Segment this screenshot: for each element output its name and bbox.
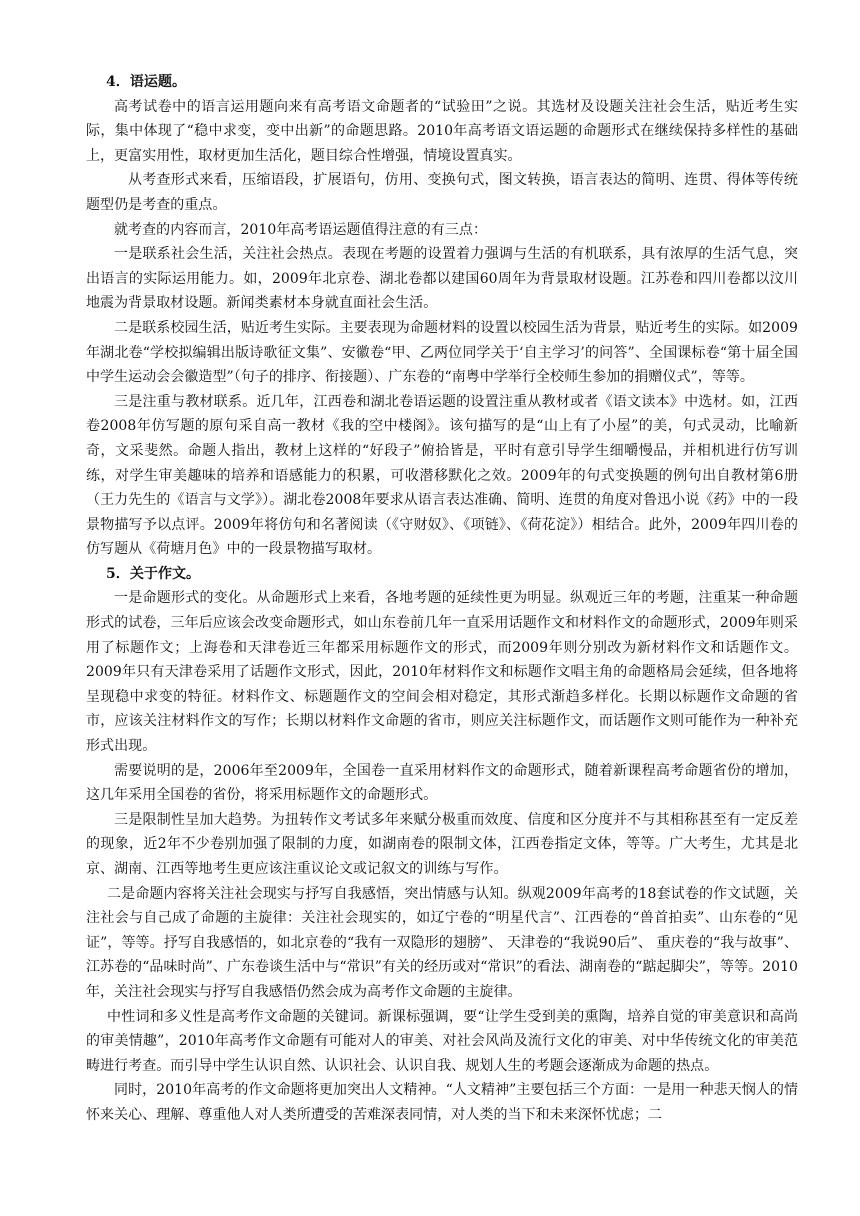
section-5-paragraph-1: 一是命题形式的变化。从命题形式上来看，各地考题的延续性更为明显。纵观近三年的考题，注重某一种命题形式的试卷，三年后应该会改变命题形式，如山东卷前几年一直采用话题作文和材料作文的命题形式，2009年则采用了标题作文；上海卷和天津卷近三年都采用标题作文的形式，而2009年则分别改为新材料作文和话题作文。2009年只有天津卷采用了话题作文形式，因此，2010年材料作文和标题作文唱主角的命题格局会延续，但各地将呈现稳中求变的特征。材料作文、标题题作文的空间会相对稳定，其形式渐趋多样化。长期以标题作文命题的省市，应该关注材料作文的写作；长期以材料作文命题的省市，则应关注标题作文，而话题作文则可能作为一种补充形式出现。: [86, 590, 798, 755]
section-4-paragraph-5: 二是联系校园生活，贴近考生实际。主要表现为命题材料的设置以校园生活为背景，贴近考生的实际。如2009年湖北卷“学校拟编辑出版诗歌征文集”、安徽卷“甲、乙两位同学关于‘自主学习’的问答”、全国课标卷“第十届全国中学生运动会会徽造型”（句子的排序、衔接题）、广东卷的“南粤中学举行全校师生参加的捐赠仪式”，等等。: [86, 319, 798, 386]
section-5-paragraph-6: 同时，2010年高考的作文命题将更加突出人文精神。“人文精神”主要包括三个方面：一是用一种悲天悯人的情怀来关心、理解、尊重他人对人类所遭受的苦难深表同情，对人类的当下和未来深怀忧虑；二: [86, 1082, 798, 1123]
section-5-paragraph-5: 中性词和多义性是高考作文命题的关键词。新课标强调，要“让学生受到美的熏陶，培养自觉的审美意识和高尚的审美情趣”，2010年高考作文命题有可能对人的审美、对社会风尚及流行文化的审美、对中华传统文化的审美范畴进行考查。而引导中学生认识自然、认识社会、认识自我、规划人生的考题会逐渐成为命题的热点。: [86, 1008, 798, 1074]
document-page: [86, 70, 798, 1128]
section-5-paragraph-3: 三是限制性呈加大趋势。为扭转作文考试多年来赋分极重而效度、信度和区分度并不与其相称甚至有一定反差的现象，近2年不少卷别加强了限制的力度，如湖南卷的限制文体，江西卷指定文体，等等。广大考生，尤其是北京、湖南、江西等地考生更应该注重议论文或记叙文的训练与写作。: [86, 811, 798, 877]
section-4-paragraph-3: 就考查的内容而言，2010年高考语运题值得注意的有三点：: [114, 221, 488, 238]
section-5-heading: 5．关于作文。: [106, 565, 201, 582]
section-4-paragraph-1: 高考试卷中的语言运用题向来有高考语文命题者的“试验田”之说。其选材及设题关注社会生活，贴近考生实际，集中体现了“稳中求变，变中出新”的命题思路。2010年高考语文语运题的命题形式在继续保持多样性的基础上，更富实用性，取材更加生活化，题目综合性增强，情境设置真实。: [86, 98, 798, 164]
section-4-paragraph-6: 三是注重与教材联系。近几年，江西卷和湖北卷语运题的设置注重从教材或者《语文读本》中选材。如，江西卷2008年仿写题的原句采自高一教材《我的空中楼阁》。该句描写的是“山上有了小屋”的美，句式灵动，比喻新奇，文采斐然。命题人指出，教材上这样的“好段子”俯拾皆是，平时有意引导学生细嚼慢品，并相机进行仿写训练，对学生审美趣味的培养和语感能力的积累，可收潜移默化之效。2009年的句式变换题的例句出自教材第6册（王力先生的《语言与文学》）。湖北卷2008年要求从语言表达准确、简明、连贯的角度对鲁迅小说《药》中的一段景物描写予以点评。2009年将仿句和名著阅读（《守财奴》、《项链》、《荷花淀》）相结合。此外，2009年四川卷的仿写题从《荷塘月色》中的一段景物描写取材。: [86, 393, 798, 558]
section-5-paragraph-2: 需要说明的是，2006年至2009年，全国卷一直采用材料作文的命题形式，随着新课程高考命题省份的增加，这几年采用全国卷的省份，将采用标题作文的命题形式。: [86, 762, 798, 804]
section-4-paragraph-4: 一是联系社会生活，关注社会热点。表现在考题的设置着力强调与生活的有机联系，具有浓厚的生活气息，突出语言的实际运用能力。如，2009年北京卷、湖北卷都以建国60周年为背景取材设题。江苏卷和四川卷都以汶川地震为背景取材设题。新闻类素材本身就直面社会生活。: [86, 246, 798, 312]
section-4-heading: 4．语运题。: [106, 74, 187, 90]
section-4-paragraph-2: 从考查形式来看，压缩语段，扩展语句，仿用、变换句式，图文转换，语言表达的简明、连贯、得体等传统题型仍是考查的重点。: [86, 172, 798, 213]
section-5-paragraph-4: 二是命题内容将关注社会现实与抒写自我感悟，突出情感与认知。纵观2009年高考的18套试卷的作文试题，关注社会与自己成了命题的主旋律：关注社会现实的，如辽宁卷的“明星代言”、江西卷的“兽首拍卖”、山东卷的“见证”，等等。抒写自我感悟的，如北京卷的“我有一双隐形的翅膀”、 天津卷的“我说90后”、 重庆卷的“我与故事”、 江苏卷的“品味时尚”、广东卷谈生活中与“常识”有关的经历或对“常识”的看法、湖南卷的“踮起脚尖”，等等。2010年，关注社会现实与抒写自我感悟仍然会成为高考作文命题的主旋律。: [86, 885, 798, 1000]
